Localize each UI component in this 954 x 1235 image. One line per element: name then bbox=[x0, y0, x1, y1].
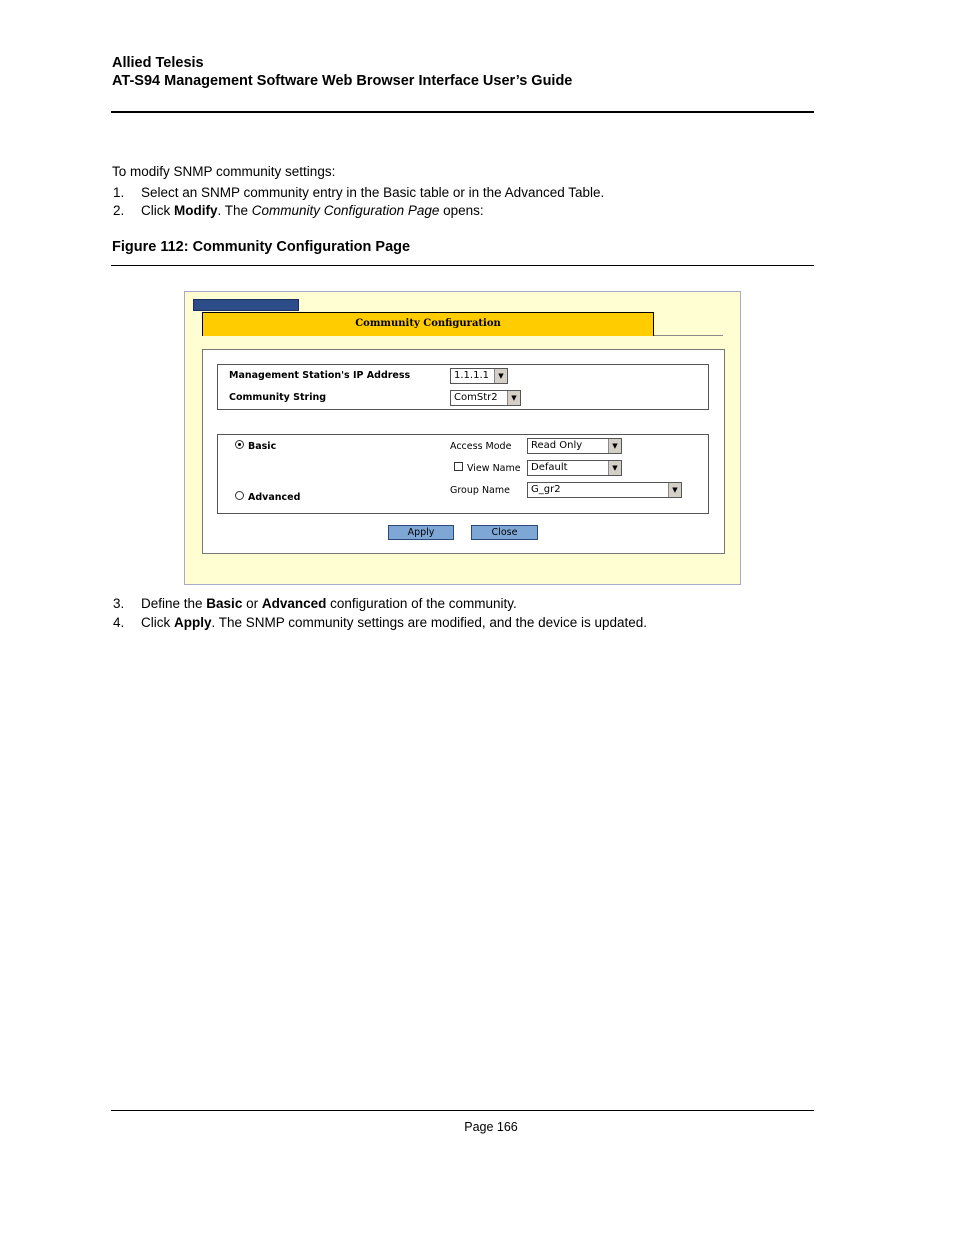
step-2-text bbox=[141, 203, 484, 218]
view-name-label: View Name bbox=[467, 463, 521, 474]
view-name-value: Default bbox=[531, 462, 568, 473]
chevron-down-icon: ▼ bbox=[507, 391, 520, 405]
figure-caption: Figure 112: Community Configuration Page bbox=[112, 239, 411, 255]
figure-rule bbox=[111, 265, 814, 266]
community-string-select[interactable] bbox=[450, 390, 521, 406]
step-text-segment: Community Configuration Page bbox=[251, 203, 440, 218]
advanced-label: Advanced bbox=[248, 492, 301, 503]
step-text-segment: opens: bbox=[439, 203, 484, 218]
step-text-segment: Select an SNMP community entry in the Basic table or in the Advanced Table. bbox=[141, 185, 605, 200]
step-text-segment: or bbox=[242, 596, 262, 611]
step-1-number: 1. bbox=[113, 185, 125, 200]
apply-button[interactable]: Apply bbox=[388, 525, 454, 540]
close-button[interactable]: Close bbox=[471, 525, 538, 540]
access-mode-value: Read Only bbox=[531, 440, 583, 451]
chevron-down-icon: ▼ bbox=[608, 439, 621, 453]
company-name: Allied Telesis bbox=[112, 55, 204, 71]
step-1-text bbox=[141, 185, 604, 200]
step-text-segment: Define the bbox=[141, 596, 207, 611]
step-3-number: 3. bbox=[113, 596, 125, 611]
footer-rule bbox=[111, 1110, 814, 1111]
page-number: Page 166 bbox=[464, 1120, 518, 1134]
ip-address-label: Management Station's IP Address bbox=[229, 370, 411, 381]
basic-radio[interactable] bbox=[235, 440, 244, 449]
intro-text: To modify SNMP community settings: bbox=[112, 164, 336, 179]
step-text-segment: Basic bbox=[206, 596, 243, 611]
community-string-label: Community String bbox=[229, 392, 327, 403]
group-name-select[interactable] bbox=[527, 482, 682, 498]
step-text-segment: configuration of the community. bbox=[326, 596, 517, 611]
basic-label: Basic bbox=[248, 441, 277, 452]
step-2-number: 2. bbox=[113, 203, 125, 218]
group-name-value: G_gr2 bbox=[531, 484, 561, 495]
tab-stub bbox=[193, 299, 299, 311]
step-4-number: 4. bbox=[113, 615, 125, 630]
step-text-segment: . The SNMP community settings are modified, and the device is updated. bbox=[211, 615, 647, 630]
step-text-segment: Advanced bbox=[261, 596, 327, 611]
community-string-value: ComStr2 bbox=[454, 392, 498, 403]
ip-address-value: 1.1.1.1 bbox=[454, 370, 489, 381]
header-rule bbox=[111, 111, 814, 113]
access-mode-select[interactable] bbox=[527, 438, 622, 454]
step-3-text bbox=[141, 596, 517, 611]
chevron-down-icon: ▼ bbox=[668, 483, 681, 497]
chevron-down-icon: ▼ bbox=[608, 461, 621, 475]
step-text-segment: Click bbox=[141, 615, 174, 630]
chevron-down-icon: ▼ bbox=[494, 369, 507, 383]
tab-baseline bbox=[654, 335, 723, 336]
view-name-select[interactable] bbox=[527, 460, 622, 476]
view-name-checkbox[interactable] bbox=[454, 462, 463, 471]
group-name-label: Group Name bbox=[450, 485, 510, 496]
tab-community-configuration[interactable]: Community Configuration bbox=[202, 312, 654, 336]
step-text-segment: Apply bbox=[174, 615, 212, 630]
access-mode-label: Access Mode bbox=[450, 441, 512, 452]
step-text-segment: . The bbox=[217, 203, 252, 218]
step-4-text bbox=[141, 615, 647, 630]
guide-title: AT-S94 Management Software Web Browser Interface User’s Guide bbox=[112, 73, 573, 89]
step-text-segment: Click bbox=[141, 203, 174, 218]
step-text-segment: Modify bbox=[174, 203, 218, 218]
advanced-radio[interactable] bbox=[235, 491, 244, 500]
ip-address-select[interactable] bbox=[450, 368, 508, 384]
